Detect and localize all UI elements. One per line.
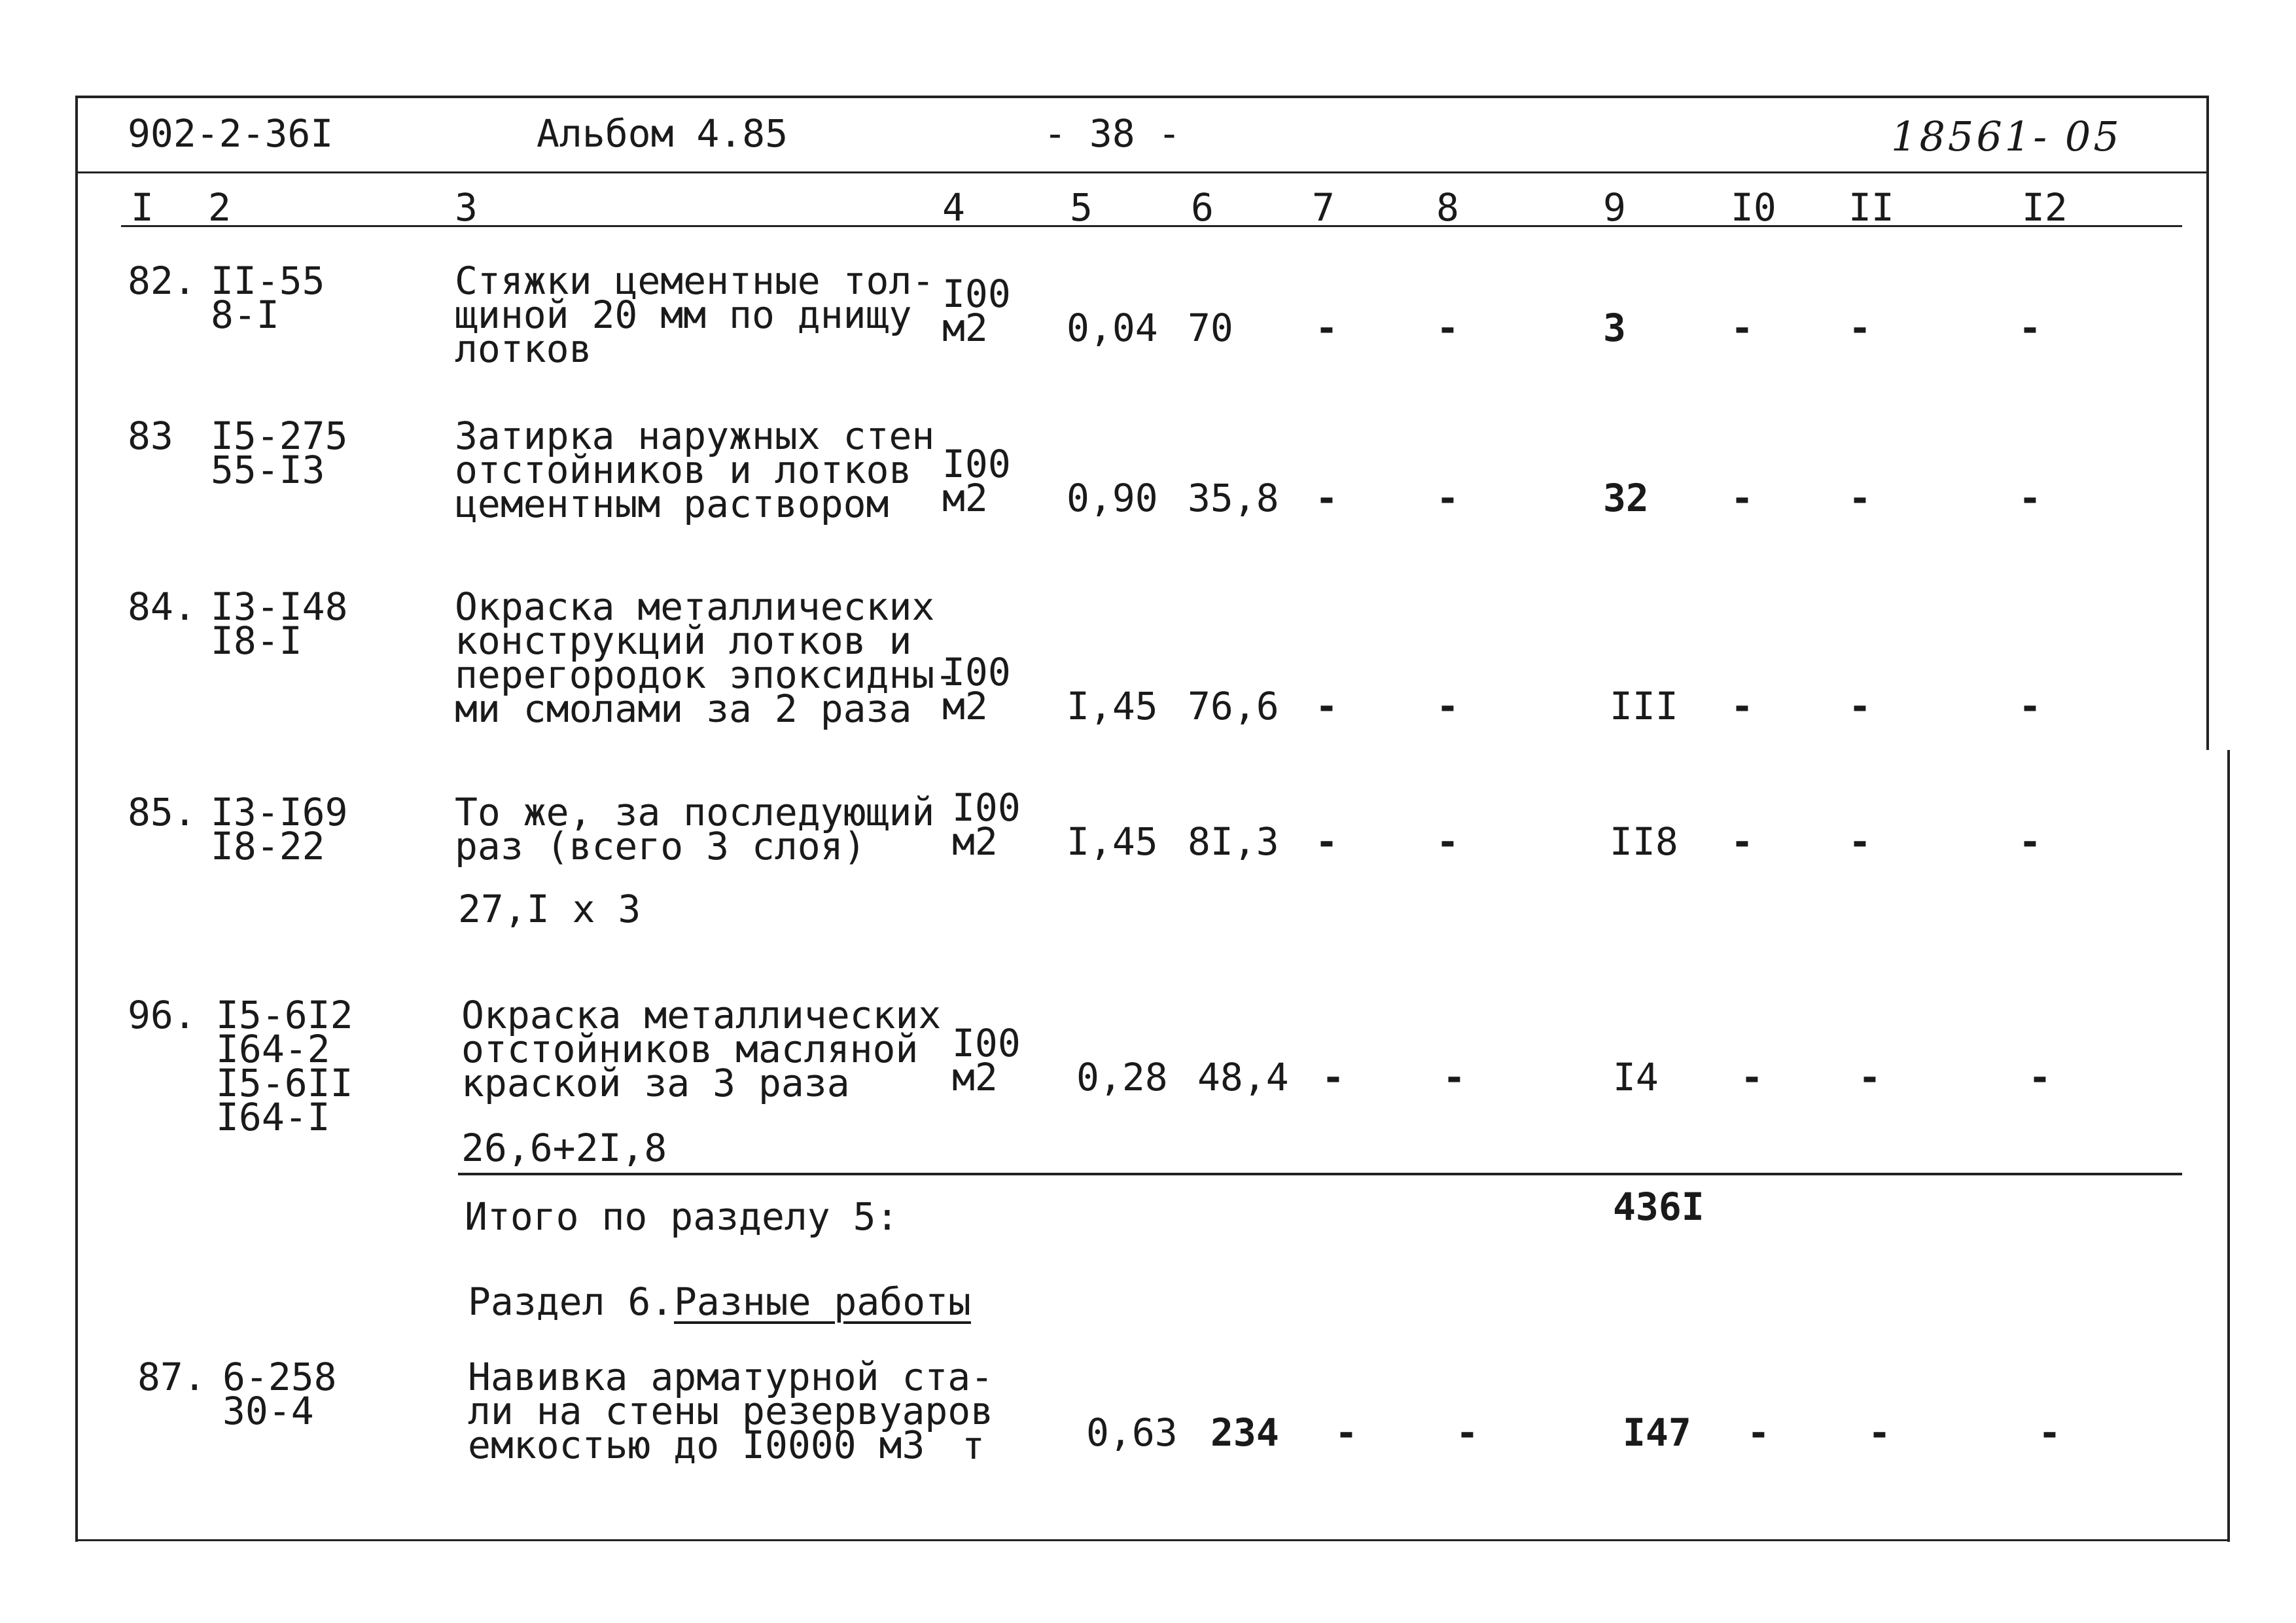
row-quantity: 0,63 <box>1086 1410 1178 1455</box>
row-col12: - <box>2028 1055 2051 1099</box>
subtotal-line <box>458 1173 2182 1175</box>
row-col10: - <box>1731 819 1754 864</box>
row-description: краской за 3 раза <box>461 1061 850 1105</box>
row-number: 84. <box>128 584 196 629</box>
row-price: 70 <box>1188 306 1233 350</box>
row-number: 87. <box>137 1355 206 1399</box>
col-header-7: 7 <box>1312 185 1335 230</box>
row-quantity: I,45 <box>1067 684 1158 728</box>
row-note: 26,6+2I,8 <box>461 1126 667 1170</box>
row-description: ми смолами за 2 раза <box>455 687 912 731</box>
row-col8: - <box>1436 306 1459 350</box>
row-unit: I00 <box>942 650 1011 694</box>
row-col11: - <box>1858 1055 1881 1099</box>
row-quantity: 0,28 <box>1076 1055 1168 1099</box>
row-col11: - <box>1848 476 1871 520</box>
row-total: II8 <box>1610 819 1678 864</box>
row-description: отстойников масляной <box>461 1027 919 1071</box>
row-col7: - <box>1315 819 1338 864</box>
row-unit: I00 <box>942 442 1011 486</box>
row-number: 85. <box>128 790 196 834</box>
row-number: 96. <box>128 993 196 1037</box>
row-col12: - <box>2019 476 2041 520</box>
row-col8: - <box>1443 1055 1466 1099</box>
row-description: ли на стены резервуаров <box>468 1389 994 1433</box>
row-col7: - <box>1315 476 1338 520</box>
row-price: 76,6 <box>1188 684 1279 728</box>
row-description: Навивка арматурной ста- <box>468 1355 994 1399</box>
row-col12: - <box>2019 306 2041 350</box>
row-description: Окраска металлических <box>455 584 935 629</box>
album-label: Альбом 4.85 <box>537 111 788 156</box>
row-col8: - <box>1436 684 1459 728</box>
row-quantity: 0,90 <box>1067 476 1158 520</box>
row-code: I5-6I2 <box>216 993 353 1037</box>
row-code: 55-I3 <box>211 448 325 492</box>
row-total: 32 <box>1603 476 1649 520</box>
row-unit: м2 <box>942 684 988 728</box>
row-col7: - <box>1315 306 1338 350</box>
row-code: II-55 <box>211 259 325 303</box>
row-col8: - <box>1456 1410 1479 1455</box>
row-col7: - <box>1322 1055 1345 1099</box>
row-description: Окраска металлических <box>461 993 942 1037</box>
col-header-8: 8 <box>1436 185 1459 230</box>
row-unit: м2 <box>942 476 988 520</box>
row-code: I64-I <box>216 1095 330 1139</box>
row-code: I3-I69 <box>211 790 348 834</box>
left-border <box>75 96 78 1542</box>
row-col8: - <box>1436 819 1459 864</box>
row-price: 35,8 <box>1188 476 1279 520</box>
row-unit: м2 <box>952 1055 998 1099</box>
row-code: I8-I <box>211 618 302 663</box>
row-col11: - <box>1868 1410 1891 1455</box>
row-number: 82. <box>128 259 196 303</box>
header-separator <box>75 171 2208 173</box>
col-header-6: 6 <box>1191 185 1214 230</box>
row-code: I5-6II <box>216 1061 353 1105</box>
col-header-4: 4 <box>942 185 965 230</box>
row-total: 3 <box>1603 306 1626 350</box>
row-description: лотков <box>455 327 592 371</box>
col-header-9: 9 <box>1603 185 1626 230</box>
row-col10: - <box>1731 684 1754 728</box>
row-total: III <box>1610 684 1678 728</box>
row-col11: - <box>1848 684 1871 728</box>
row-unit: I00 <box>952 785 1021 830</box>
row-description: перегородок эпоксидны- <box>455 652 958 697</box>
bottom-border <box>75 1539 2228 1541</box>
col-header-5: 5 <box>1070 185 1093 230</box>
row-description: отстойников и лотков <box>455 448 912 492</box>
row-quantity: I,45 <box>1067 819 1158 864</box>
row-col12: - <box>2019 819 2041 864</box>
handwritten-number: 18561- 05 <box>1891 113 2122 160</box>
row-total: I47 <box>1623 1410 1691 1455</box>
row-description: конструкций лотков и <box>455 618 912 663</box>
document-number: 902-2-36I <box>128 111 334 156</box>
row-price: 8I,3 <box>1188 819 1279 864</box>
col-header-3: 3 <box>455 185 478 230</box>
col-header-1: I <box>131 185 154 230</box>
row-code: 30-4 <box>222 1389 314 1433</box>
row-price: 234 <box>1210 1410 1279 1455</box>
section-prefix: Раздел 6. <box>468 1279 674 1324</box>
col-header-11: II <box>1848 185 1894 230</box>
row-description: То же, за последующий <box>455 790 935 834</box>
top-border <box>75 96 2208 98</box>
col-header-2: 2 <box>208 185 231 230</box>
row-price: 48,4 <box>1197 1055 1289 1099</box>
right-border <box>2206 96 2209 750</box>
row-description: щиной 20 мм по днищу <box>455 293 912 337</box>
row-code: I3-I48 <box>211 584 348 629</box>
row-col11: - <box>1848 819 1871 864</box>
row-unit: I00 <box>942 272 1011 316</box>
row-col12: - <box>2019 684 2041 728</box>
row-col8: - <box>1436 476 1459 520</box>
row-number: 83 <box>128 414 173 458</box>
row-col11: - <box>1848 306 1871 350</box>
section-title: Разные работы <box>674 1279 971 1324</box>
row-total: I4 <box>1613 1055 1659 1099</box>
subtotal-value: 436I <box>1613 1185 1704 1229</box>
row-col7: - <box>1335 1410 1358 1455</box>
right-border-lower <box>2227 750 2230 1542</box>
row-col10: - <box>1747 1410 1770 1455</box>
col-header-12: I2 <box>2022 185 2068 230</box>
subtotal-label: Итого по разделу 5: <box>465 1194 899 1239</box>
row-code: I5-275 <box>211 414 348 458</box>
row-code: 6-258 <box>222 1355 337 1399</box>
row-col10: - <box>1740 1055 1763 1099</box>
row-col10: - <box>1731 306 1754 350</box>
col-header-10: I0 <box>1731 185 1776 230</box>
row-description: раз (всего 3 слоя) <box>455 824 866 868</box>
row-code: I64-2 <box>216 1027 330 1071</box>
row-note: 27,I x 3 <box>458 887 641 931</box>
row-unit: т <box>962 1423 985 1468</box>
row-unit: м2 <box>952 819 998 864</box>
row-col10: - <box>1731 476 1754 520</box>
row-col12: - <box>2038 1410 2061 1455</box>
row-description: цементным раствором <box>455 482 889 526</box>
row-description: емкостью до I0000 м3 <box>468 1423 925 1467</box>
row-quantity: 0,04 <box>1067 306 1158 350</box>
row-col7: - <box>1315 684 1338 728</box>
row-description: Стяжки цементные тол- <box>455 259 935 303</box>
row-code: I8-22 <box>211 824 325 868</box>
row-description: Затирка наружных стен <box>455 414 935 458</box>
row-unit: I00 <box>952 1021 1021 1065</box>
page-number: - 38 - <box>1044 111 1181 156</box>
row-unit: м2 <box>942 306 988 350</box>
row-code: 8-I <box>211 293 279 337</box>
